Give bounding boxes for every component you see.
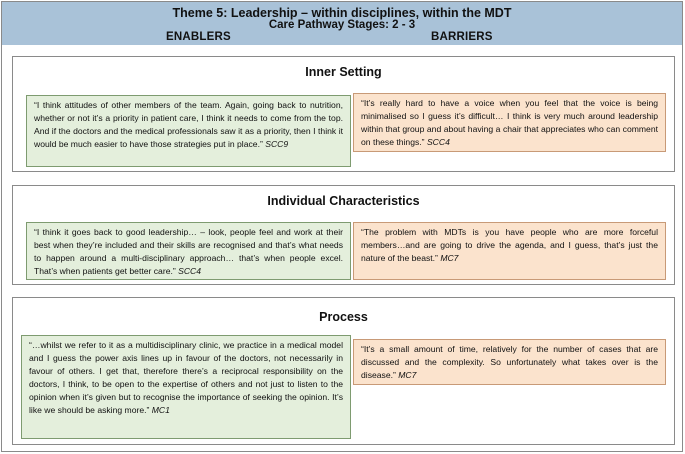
section-inner-setting bbox=[12, 56, 675, 172]
enabler-quote bbox=[21, 335, 351, 439]
enabler-quote bbox=[26, 95, 351, 167]
quote-source: SCC9 bbox=[265, 139, 289, 149]
quote-text: “…whilst we refer to it as a multidisciplinary clinic, we practice in a medical model and I guess the power axis lines up in favour of the doctors, not necessarily in favour of others. I get that, therefore there’s a reciprocal responsibility on the doctors, I think, to be open to the expertise of others and not just to listen to the opinion when it’s given but to recognise the importance of seeking the opinion. It’s like we should be asking more.” bbox=[29, 340, 343, 415]
quote-text: “I think it goes back to good leadership… – look, people feel and work at their best when they’re included and their skills are recognised and that’s what needs to happen around a multi-disciplinary approach… that’s when people excel. That’s when patients get better care.” bbox=[34, 227, 343, 276]
quote-source: SCC4 bbox=[426, 137, 450, 147]
section-process bbox=[12, 297, 675, 445]
quote-text: “I think attitudes of other members of the team. Again, going back to nutrition, whether or not it’s a priority in patient care, I think it needs to come from the top. And if the doctors and the medical professionals saw it as a priority, then I think it would be much easier to have those strategies put in place.” bbox=[34, 100, 343, 149]
section-title: Process bbox=[319, 310, 368, 324]
section-title: Individual Characteristics bbox=[267, 194, 420, 208]
quote-source: MC7 bbox=[440, 253, 459, 263]
quote-source: SCC4 bbox=[178, 266, 202, 276]
barriers-column-label: BARRIERS bbox=[431, 31, 493, 43]
section-individual-characteristics bbox=[12, 185, 675, 285]
barrier-quote bbox=[353, 222, 666, 280]
theme-header bbox=[2, 2, 682, 45]
barrier-quote bbox=[353, 339, 666, 385]
care-pathway-stages: Care Pathway Stages: 2 - 3 bbox=[268, 19, 416, 31]
quote-text: “It’s a small amount of time, relatively for the number of cases that are discussed and the complexity. So unfortunately what takes over is the disease.” bbox=[361, 344, 658, 380]
theme-title: Theme 5: Leadership – within disciplines, within the MDT bbox=[172, 6, 512, 20]
quote-source: MC1 bbox=[151, 405, 170, 415]
section-title: Inner Setting bbox=[305, 65, 382, 79]
enabler-quote bbox=[26, 222, 351, 280]
barrier-quote bbox=[353, 93, 666, 152]
quote-source: MC7 bbox=[398, 370, 417, 380]
quote-text: “It’s really hard to have a voice when you feel that the voice is being minimalised so I guess it’s difficult… I think is very much around leadership within that group and about having a chair that appreciates who can comment on these things.” bbox=[361, 98, 658, 147]
quote-text: “The problem with MDTs is you have people who are more forceful members…and are going to drive the agenda, and I guess, that’s just the nature of the beast.” bbox=[361, 227, 658, 263]
enablers-column-label: ENABLERS bbox=[166, 31, 231, 43]
